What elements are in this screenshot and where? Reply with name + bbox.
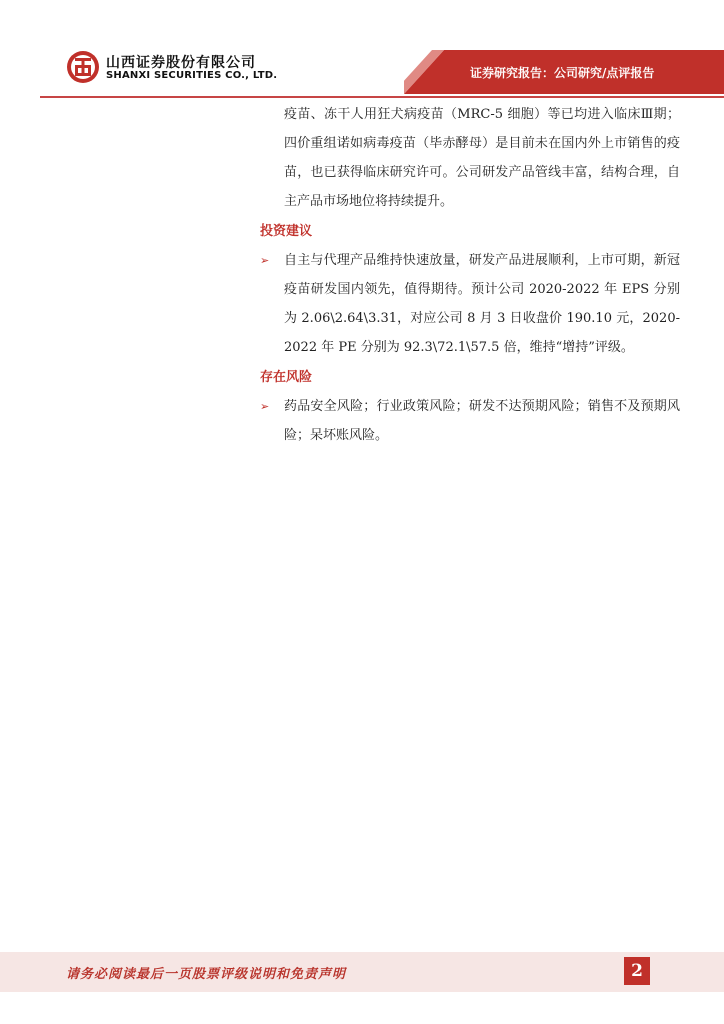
company-name-en: SHANXI SECURITIES CO., LTD. bbox=[106, 70, 278, 81]
bullet-item bbox=[260, 392, 680, 450]
arrow-bullet-icon: ➢ bbox=[260, 254, 270, 267]
company-logo-icon bbox=[66, 50, 100, 84]
main-content bbox=[260, 100, 680, 450]
report-type-label: 证券研究报告：公司研究/点评报告 bbox=[470, 66, 655, 80]
page-number: 2 bbox=[624, 957, 650, 985]
bullet-text: 自主与代理产品维持快速放量，研发产品进展顺利，上市可期，新冠疫苗研发国内领先，值得期待。预计公司 2020-2022 年 EPS 分别为 2.06\2.64\3.31，对应公司 8 月 3 日收盘价 190.10 元，2020-2022 年 PE 分别为 92.3\72.1\57.5 倍，维持“增持”评级。 bbox=[284, 253, 680, 355]
bullet-text: 药品安全风险；行业政策风险；研发不达预期风险；销售不及预期风险；呆坏账风险。 bbox=[284, 399, 680, 443]
section-investment-advice bbox=[260, 220, 680, 362]
company-name-cn: 山西证券股份有限公司 bbox=[106, 55, 256, 71]
header-divider bbox=[40, 96, 724, 98]
bullet-item bbox=[260, 246, 680, 362]
footer-disclaimer: 请务必阅读最后一页股票评级说明和免责声明 bbox=[66, 967, 347, 982]
section-risks bbox=[260, 366, 680, 450]
section-title: 投资建议 bbox=[260, 224, 313, 239]
intro-paragraph: 疫苗、冻干人用狂犬病疫苗（MRC-5 细胞）等已均进入临床Ⅲ期；四价重组诺如病毒疫苗（毕赤酵母）是目前未在国内外上市销售的疫苗，也已获得临床研究许可。公司研发产品管线丰富，结构合理，自主产品市场地位将持续提升。 bbox=[284, 107, 680, 209]
page-header bbox=[0, 0, 724, 100]
section-title: 存在风险 bbox=[260, 370, 313, 385]
arrow-bullet-icon: ➢ bbox=[260, 400, 270, 413]
